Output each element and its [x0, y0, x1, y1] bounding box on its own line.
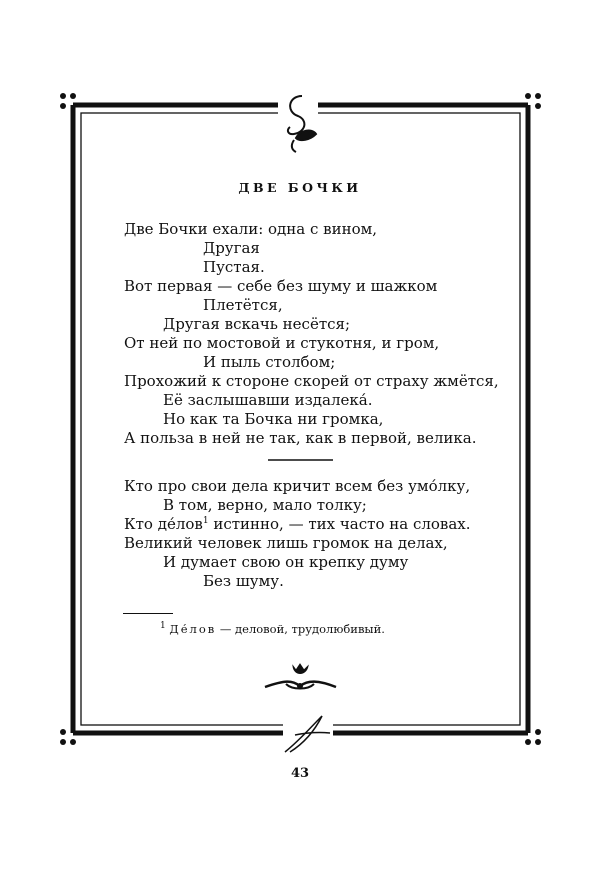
poem-line: И думает свою он крепку думу [163, 553, 409, 571]
page-number: 43 [290, 766, 310, 781]
tulip-ornament-icon [265, 664, 336, 689]
footnote-definition: — деловой, трудолюбивый. [216, 622, 385, 636]
poem-line: И пыль столбом; [203, 353, 336, 371]
poem-line-rest: истинно, — тих часто на словах. [208, 515, 471, 533]
poem-line: Её заслышавши издалека́. [163, 391, 373, 409]
poem-line: Другая вскачь несётся; [163, 315, 351, 333]
poem-line: А польза в ней не так, как в первой, велика. [124, 429, 477, 447]
poem-title: ДВЕ БОЧКИ [238, 180, 362, 195]
footnote [160, 622, 385, 636]
poem-line: Великий человек лишь громок на делах, [124, 534, 448, 552]
poem-line [124, 515, 471, 533]
footnote-marker: 1 [160, 621, 166, 632]
poem-line: Плетётся, [203, 296, 283, 314]
poem-line: Но как та Бочка ни громка, [163, 410, 384, 428]
poem-line: Две Бочки ехали: одна с вином, [124, 220, 378, 238]
footnote-rule [123, 613, 173, 614]
poem-line: Вот первая — себе без шуму и шажком [124, 277, 438, 295]
footnote-reference: 1 [202, 516, 209, 526]
poem-line: Без шуму. [203, 572, 284, 590]
footnote-term: Де́лов [169, 622, 217, 636]
poem-line: Пустая. [203, 258, 265, 276]
poem-line: Кто про свои дела кричит всем без умо́лку, [124, 477, 471, 495]
poem-line: Прохожий к стороне скорей от страху жмётся, [124, 372, 499, 390]
poem-line: От ней по мостовой и стукотня, и гром, [124, 334, 440, 352]
poem-line: В том, верно, мало толку; [163, 496, 367, 514]
poem-line: Другая [203, 239, 260, 257]
footnoted-word: Кто де́лов [124, 515, 203, 533]
